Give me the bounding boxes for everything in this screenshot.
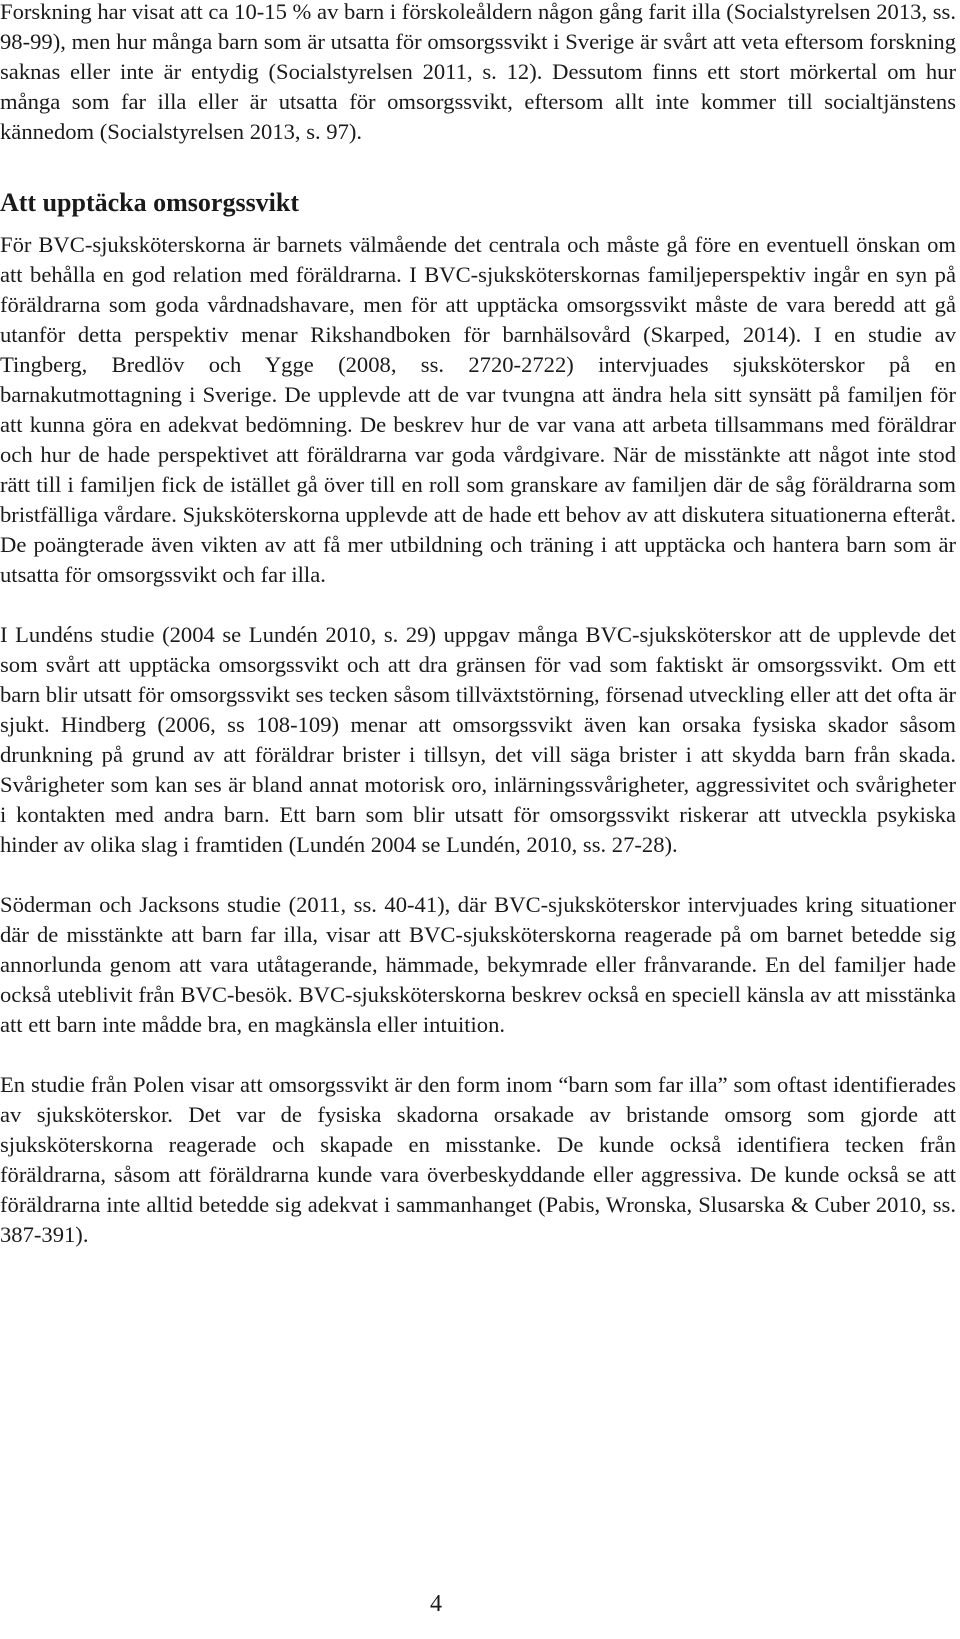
page-number: 4 (430, 1591, 442, 1617)
body-paragraph-1: För BVC-sjuksköterskorna är barnets välmående det centrala och måste gå före en eventuell önskan om att behålla en god relation med föräldrarna. I BVC-sjuksköterskornas familjeperspektiv ingår en syn på föräldrarna som goda vårdnadshavare, men för att upptäcka omsorgssvikt måste de vara beredd att gå utanför detta perspektiv menar Rikshandboken för barnhälsovård (Skarped, 2014). I en studie av Tingberg, Bredlöv och Ygge (2008, ss. 2720-2722) intervjuades sjuksköterskor på en barnakutmottagning i Sverige. De upplevde att de var tvungna att ändra hela sitt synsätt på familjen för att kunna göra en adekvat bedömning. De beskrev hur de var vana att arbeta tillsammans med föräldrar och hur de hade perspektivet att föräldrarna var goda vårdgivare. När de misstänkte att något inte stod rätt till i familjen fick de istället gå över till en roll som granskare av familjen där de såg föräldrarna som bristfälliga vårdare. Sjuksköterskorna upplevde att de hade ett behov av att diskutera situationerna efteråt. De poängterade även vikten av att få mer utbildning och träning i att upptäcka och hantera barn som är utsatta för omsorgssvikt och far illa. (0, 232, 956, 587)
body-paragraph-4: En studie från Polen visar att omsorgssvikt är den form inom “barn som far illa” som oftast identifierades av sjuksköterskor. Det var de fysiska skadorna orsakade av bristande omsorg som gjorde att sjuksköterskorna reagerade och skapade en misstanke. De kunde också identifiera tecken från föräldrarna, såsom att föräldrarna kunde vara överbeskyddande eller aggressiva. De kunde också se att föräldrarna inte alltid betedde sig adekvat i sammanhanget (Pabis, Wronska, Slusarska & Cuber 2010, ss. 387-391). (0, 1072, 956, 1247)
body-paragraph-3: Söderman och Jacksons studie (2011, ss. 40-41), där BVC-sjuksköterskor intervjuades kring situationer där de misstänkte att barn far illa, visar att BVC-sjuksköterskorna reagerade på om barnet betedde sig annorlunda genom att vara utåtagerande, hämmade, bekymrade eller frånvarande. En del familjer hade också uteblivit från BVC-besök. BVC-sjuksköterskorna beskrev också en speciell känsla av att misstänka att ett barn inte mådde bra, en magkänsla eller intuition. (0, 892, 956, 1037)
section-heading: Att upptäcka omsorgssvikt (0, 188, 300, 217)
intro-paragraph: Forskning har visat att ca 10-15 % av barn i förskoleåldern någon gång farit illa (Socialstyrelsen 2013, ss. 98-99), men hur många barn som är utsatta för omsorgssvikt i Sverige är svårt att veta eftersom forskning saknas eller inte är entydig (Socialstyrelsen 2011, s. 12). Dessutom finns ett stort mörkertal om hur många som far illa eller är utsatta för omsorgssvikt, eftersom allt inte kommer till socialtjänstens kännedom (Socialstyrelsen 2013, s. 97). (0, 0, 956, 144)
body-paragraph-2: I Lundéns studie (2004 se Lundén 2010, s. 29) uppgav många BVC-sjuksköterskor att de upplevde det som svårt att upptäcka omsorgssvikt och att dra gränsen för vad som faktiskt är omsorgssvikt. Om ett barn blir utsatt för omsorgssvikt ses tecken såsom tillväxtstörning, försenad utveckling eller att det ofta är sjukt. Hindberg (2006, ss 108-109) menar att omsorgssvikt även kan orsaka fysiska skador såsom drunkning på grund av att föräldrar brister i tillsyn, det vill säga brister i att skydda barn från skada. Svårigheter som kan ses är bland annat motorisk oro, inlärningssvårigheter, aggressivitet och svårigheter i kontakten med andra barn. Ett barn som blir utsatt för omsorgssvikt riskerar att utveckla psykiska hinder av olika slag i framtiden (Lundén 2004 se Lundén, 2010, ss. 27-28). (0, 622, 956, 857)
